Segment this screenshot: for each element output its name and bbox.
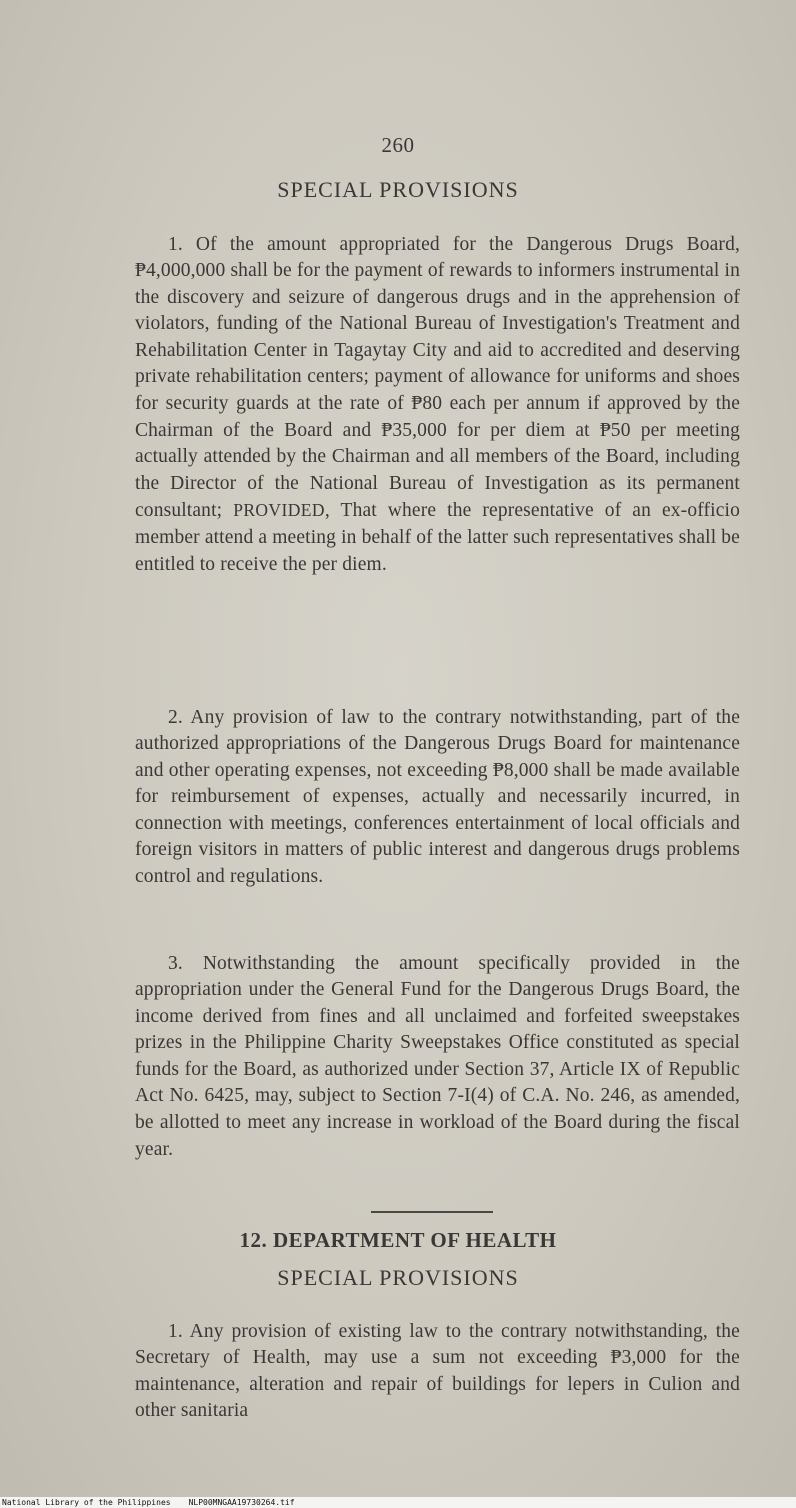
page-number: 260 (381, 133, 415, 157)
health-special-provisions-heading: SPECIAL PROVISIONS (277, 1265, 519, 1290)
department-title: 12. DEPARTMENT OF HEALTH (239, 1228, 557, 1252)
provision-1-text: 1. Of the amount appropriated for the Dangerous Drugs Board, ₱4,000,000 shall be for the payment of rewards to informers instrumental in the discovery and seizure of dangerous drugs and in the apprehension of violators, funding of the National Bureau of Investigation's Treatment and Rehabilitation Center in Tagaytay City and aid to accredited and deserving private rehabilitation centers; payment of allowance for uniforms and shoes for security guards at the rate of ₱80 each per annum if approved by the Chairman of the Board and ₱35,000 for per diem at ₱50 per meeting actually attended by the Chairman and all members of the Board, including the Director of the National Bureau of Investigation as its permanent consultant; (135, 233, 740, 522)
special-provisions-heading: SPECIAL PROVISIONS (277, 177, 519, 202)
provision-paragraph-1 (135, 232, 740, 579)
footer-file-id: NLP00MNGAA19730264.tif (188, 1498, 295, 1507)
provision-paragraph-3: 3. Notwithstanding the amount specifically provided in the appropriation under the General Fund for the Dangerous Drugs Board, the income derived from fines and all unclaimed and forfeited sweepstakes prizes in the Philippine Charity Sweepstakes Office constituted as special funds for the Board, as authorized under Section 37, Article IX of Republic Act No. 6425, may, subject to Section 7-I(4) of C.A. No. 246, as amended, be allotted to meet any increase in workload of the Board during the fiscal year. (135, 952, 740, 1160)
provision-1-text-continued: , That where the representative of an ex-officio member attend a meeting in behalf of the latter such representatives shall be entitled to receive the per diem. (135, 500, 740, 575)
scan-footer (0, 1497, 796, 1508)
section-divider (371, 1211, 493, 1213)
provided-keyword: PROVIDED (233, 500, 325, 521)
provision-paragraph-2: 2. Any provision of law to the contrary notwithstanding, part of the authorized appropriations of the Dangerous Drugs Board for maintenance and other operating expenses, not exceeding ₱8,000 shall be made available for reimbursement of expenses, actually and necessarily incurred, in connection with meetings, conferences entertainment of local officials and foreign visitors in matters of public interest and dangerous drugs problems control and regulations. (135, 706, 740, 888)
footer-library-name: National Library of the Philippines (2, 1498, 171, 1507)
health-provision-paragraph-1: 1. Any provision of existing law to the contrary notwithstanding, the Secretary of Health, may use a sum not exceeding ₱3,000 for the maintenance, alteration and repair of buildings for lepers in Culion and other sanitaria (135, 1320, 740, 1422)
